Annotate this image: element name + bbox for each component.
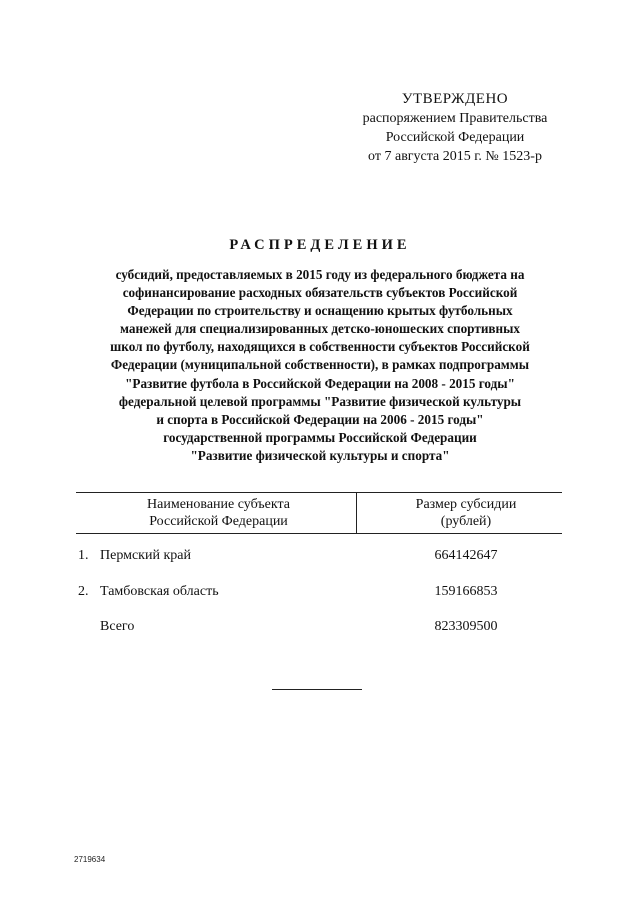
document-title: РАСПРЕДЕЛЕНИЕ [229,237,411,253]
table-row [76,584,562,604]
document-subtitle [70,266,570,465]
row-subject-name: Тамбовская область [100,584,219,599]
subtitle-line: "Развитие физической культуры и спорта" [190,447,450,463]
subtitle-line: софинансирование расходных обязательств субъектов Российской [122,285,518,301]
subtitle-line: Федерации по строительству и оснащению крытых футбольных [127,303,513,319]
subtitle-line: "Развитие футбола в Российской Федерации на 2008 - 2015 годы" [125,375,515,391]
subtitle-line: Федерации (муниципальной собственности), в рамках подпрограммы [110,357,530,373]
table-header [76,492,562,534]
table-row [76,548,562,568]
row-amount: 159166853 [434,584,498,599]
row-amount: 664142647 [434,548,498,563]
subtitle-line: манежей для специализированных детско-юношеских спортивных [119,321,521,337]
row-subject-name: Пермский край [100,548,191,563]
row-number: 1. [78,548,89,563]
document-number: 2719634 [74,855,106,864]
header-subject-name [96,496,341,530]
end-of-document-line [272,689,362,690]
total-amount: 823309500 [434,619,498,634]
header-amount-line: (рублей) [440,514,492,529]
approval-heading: УТВЕРЖДЕНО [401,91,509,107]
approval-line-2: Российской Федерации [385,130,525,145]
header-column-divider [356,493,357,533]
subtitle-line: государственной программы Российской Федерации [163,429,477,445]
subtitle-line: федеральной целевой программы "Развитие физической культуры [118,393,522,409]
row-number: 2. [78,584,89,599]
header-subject-line: Наименование субъекта [147,497,290,512]
subtitle-line: и спорта в Российской Федерации на 2006 - 2015 годы" [156,411,484,427]
header-subject-line: Российской Федерации [149,514,288,529]
header-amount-line: Размер субсидии [415,497,517,512]
approval-stamp [300,90,610,166]
subsidy-table [76,492,562,634]
subtitle-line: школ по футболу, находящихся в собственности субъектов Российской [110,339,530,355]
subtitle-line: субсидий, предоставляемых в 2015 году из федерального бюджета на [115,267,525,282]
table-total-row [76,619,562,639]
total-label: Всего [100,619,135,634]
approval-line-3: от 7 августа 2015 г. № 1523-р [368,149,542,164]
approval-line-1: распоряжением Правительства [362,111,548,126]
header-subsidy-amount [376,496,556,530]
